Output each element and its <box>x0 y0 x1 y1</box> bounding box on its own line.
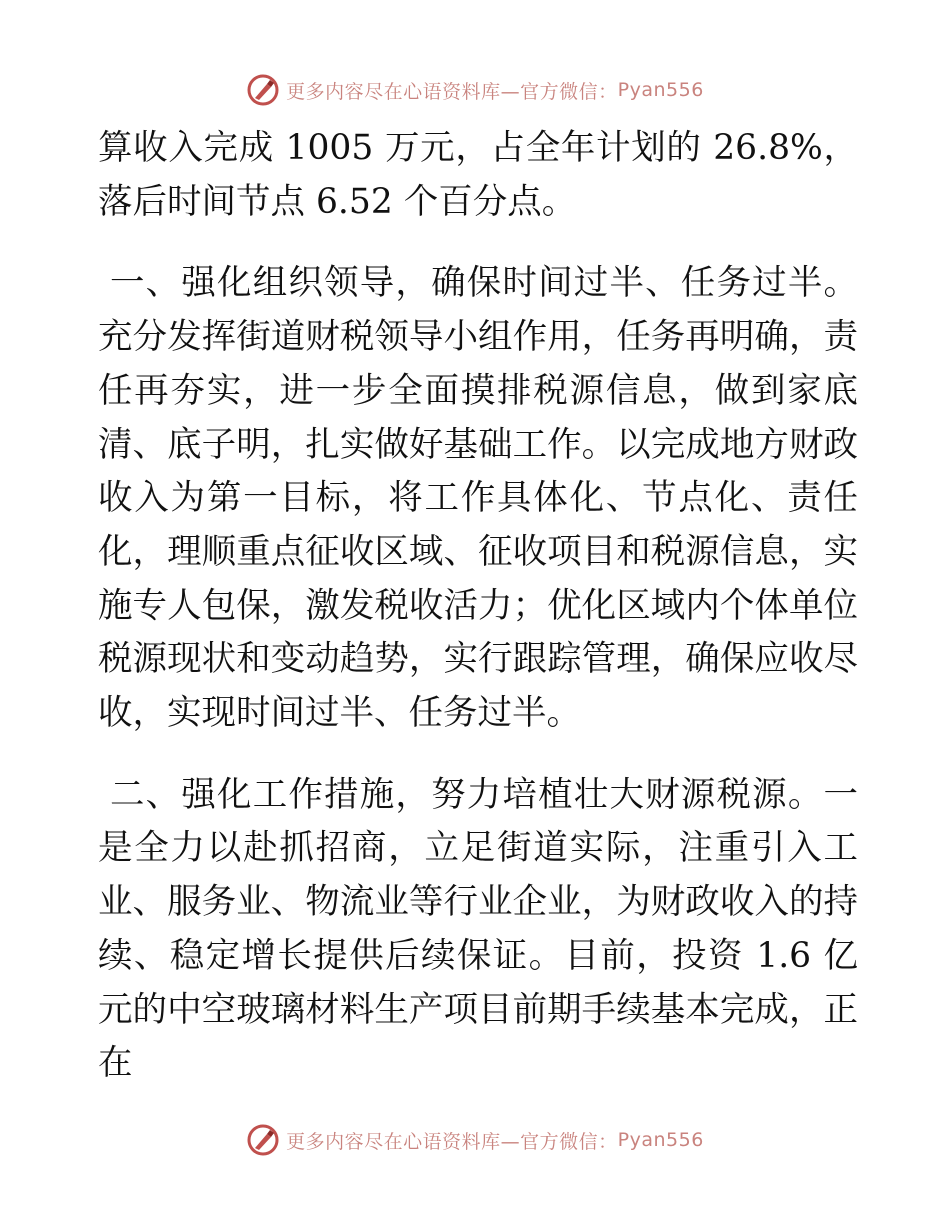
watermark-handle: Pyan556 <box>617 1129 704 1151</box>
watermark-header <box>0 70 950 110</box>
document-body <box>98 122 858 1091</box>
watermark-text: 更多内容尽在心语资料库—官方微信： <box>286 1130 618 1153</box>
pen-in-circle-logo-icon <box>246 73 280 107</box>
paragraph-section-one: 一、强化组织领导，确保时间过半、任务过半。充分发挥街道财税领导小组作用，任务再明确，责任再夯实，进一步全面摸排税源信息，做到家底清、底子明，扎实做好基础工作。以完成地方财政收入为第一目标，将工作具体化、节点化、责任化，理顺重点征收区域、征收项目和税源信息，实施专人包保，激发税收活力；优化区域内个体单位税源现状和变动趋势，实行跟踪管理，确保应收尽收，实现时间过半、任务过半。 <box>98 263 858 734</box>
watermark-handle: Pyan556 <box>617 79 704 101</box>
pen-in-circle-logo-icon <box>246 1123 280 1157</box>
watermark-footer <box>0 1120 950 1160</box>
paragraph-section-two: 二、强化工作措施，努力培植壮大财源税源。一是全力以赴抓招商，立足街道实际，注重引入工业、服务业、物流业等行业企业，为财政收入的持续、稳定增长提供后续保证。目前，投资 1.6 亿元的中空玻璃材料生产项目前期手续基本完成，正在 <box>98 774 858 1084</box>
watermark-text: 更多内容尽在心语资料库—官方微信： <box>286 80 618 103</box>
paragraph-intro: 算收入完成 1005 万元，占全年计划的 26.8%，落后时间节点 6.52 个百分点。 <box>98 128 858 222</box>
